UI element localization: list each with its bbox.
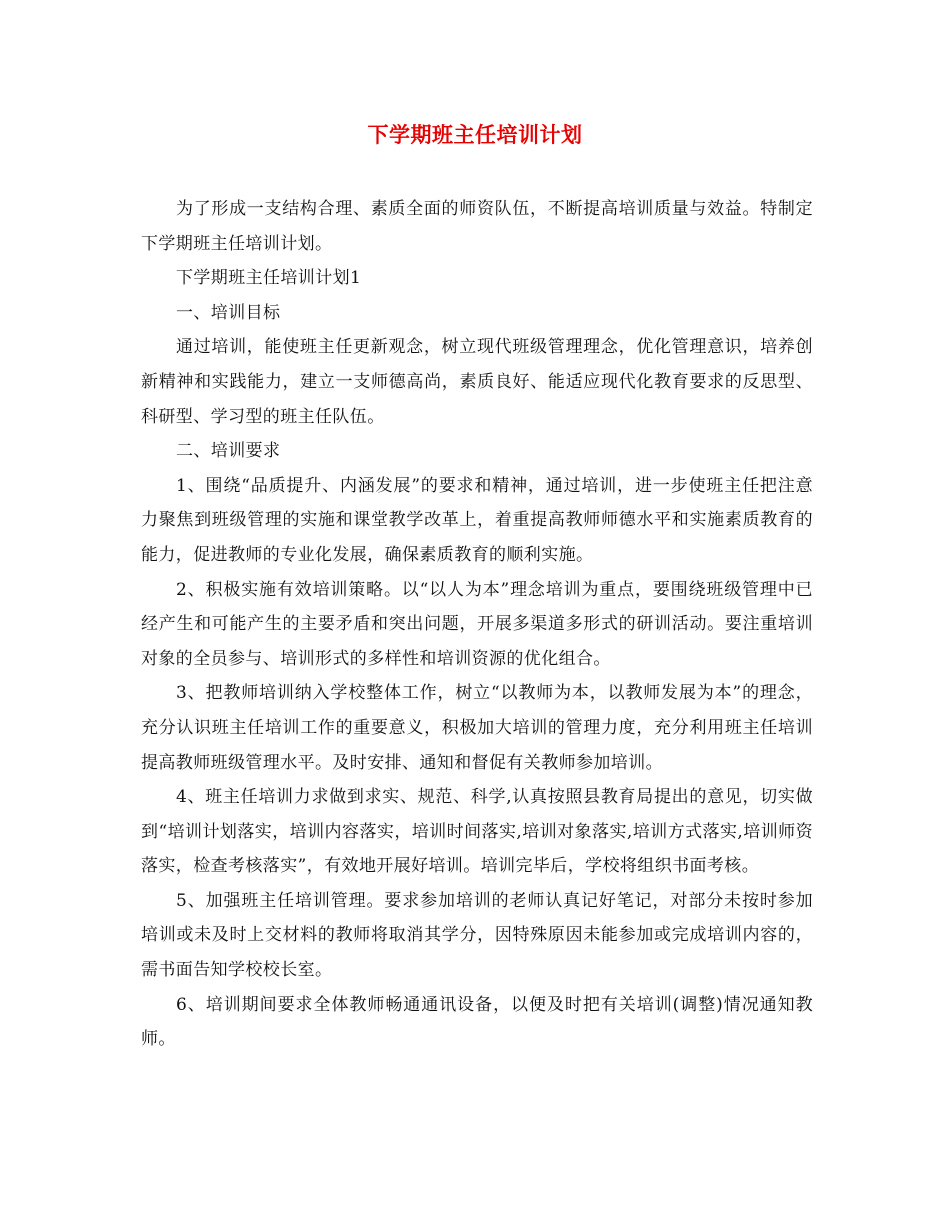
plan-heading: 下学期班主任培训计划1 <box>176 268 362 289</box>
section-heading-requirements: 二、培训要求 <box>176 441 281 462</box>
requirement-item-3: 3、把教师培训纳入学校整体工作，树立“以教师为本，以教师发展为本”的理念，充分认识班主任培训工作的重要意义，积极加大培训的管理力度，充分利用班主任培训提高教师班级管理水平。及时安排、通知和督促有关教师参加培训。 <box>141 683 813 773</box>
requirement-item-2: 2、积极实施有效培训策略。以“以人为本”理念培训为重点，要围绕班级管理中已经产生和可能产生的主要矛盾和突出问题，开展多渠道多形式的研训活动。要注重培训对象的全员参与、培训形式的多样性和培训资源的优化组合。 <box>141 579 813 669</box>
requirement-item-6: 6、培训期间要求全体教师畅通通讯设备，以便及时把有关培训(调整)情况通知教师。 <box>141 994 813 1050</box>
document-title: 下学期班主任培训计划 <box>367 122 583 147</box>
requirement-item-1: 1、围绕“品质提升、内涵发展”的要求和精神，通过培训，进一步使班主任把注意力聚焦到班级管理的实施和课堂教学改革上，着重提高教师师德水平和实施素质教育的能力，促进教师的专业化发展，确保素质教育的顺利实施。 <box>141 475 813 565</box>
section-heading-goals: 一、培训目标 <box>176 302 281 323</box>
requirement-item-5: 5、加强班主任培训管理。要求参加培训的老师认真记好笔记，对部分未按时参加培训或未及时上交材料的教师将取消其学分，因特殊原因未能参加或完成培训内容的，需书面告知学校校长室。 <box>141 890 813 981</box>
goals-paragraph: 通过培训，能使班主任更新观念，树立现代班级管理理念，优化管理意识，培养创新精神和实践能力，建立一支师德高尚，素质良好、能适应现代化教育要求的反思型、科研型、学习型的班主任队伍。 <box>141 337 813 427</box>
intro-paragraph: 为了形成一支结构合理、素质全面的师资队伍，不断提高培训质量与效益。特制定下学期班主任培训计划。 <box>141 199 813 254</box>
document-body <box>141 192 813 1057</box>
requirement-item-4: 4、班主任培训力求做到求实、规范、科学,认真按照县教育局提出的意见，切实做到“培训计划落实，培训内容落实，培训时间落实,培训对象落实,培训方式落实,培训师资落实，检查考核落实”，有效地开展好培训。培训完毕后，学校将组织书面考核。 <box>141 787 813 877</box>
